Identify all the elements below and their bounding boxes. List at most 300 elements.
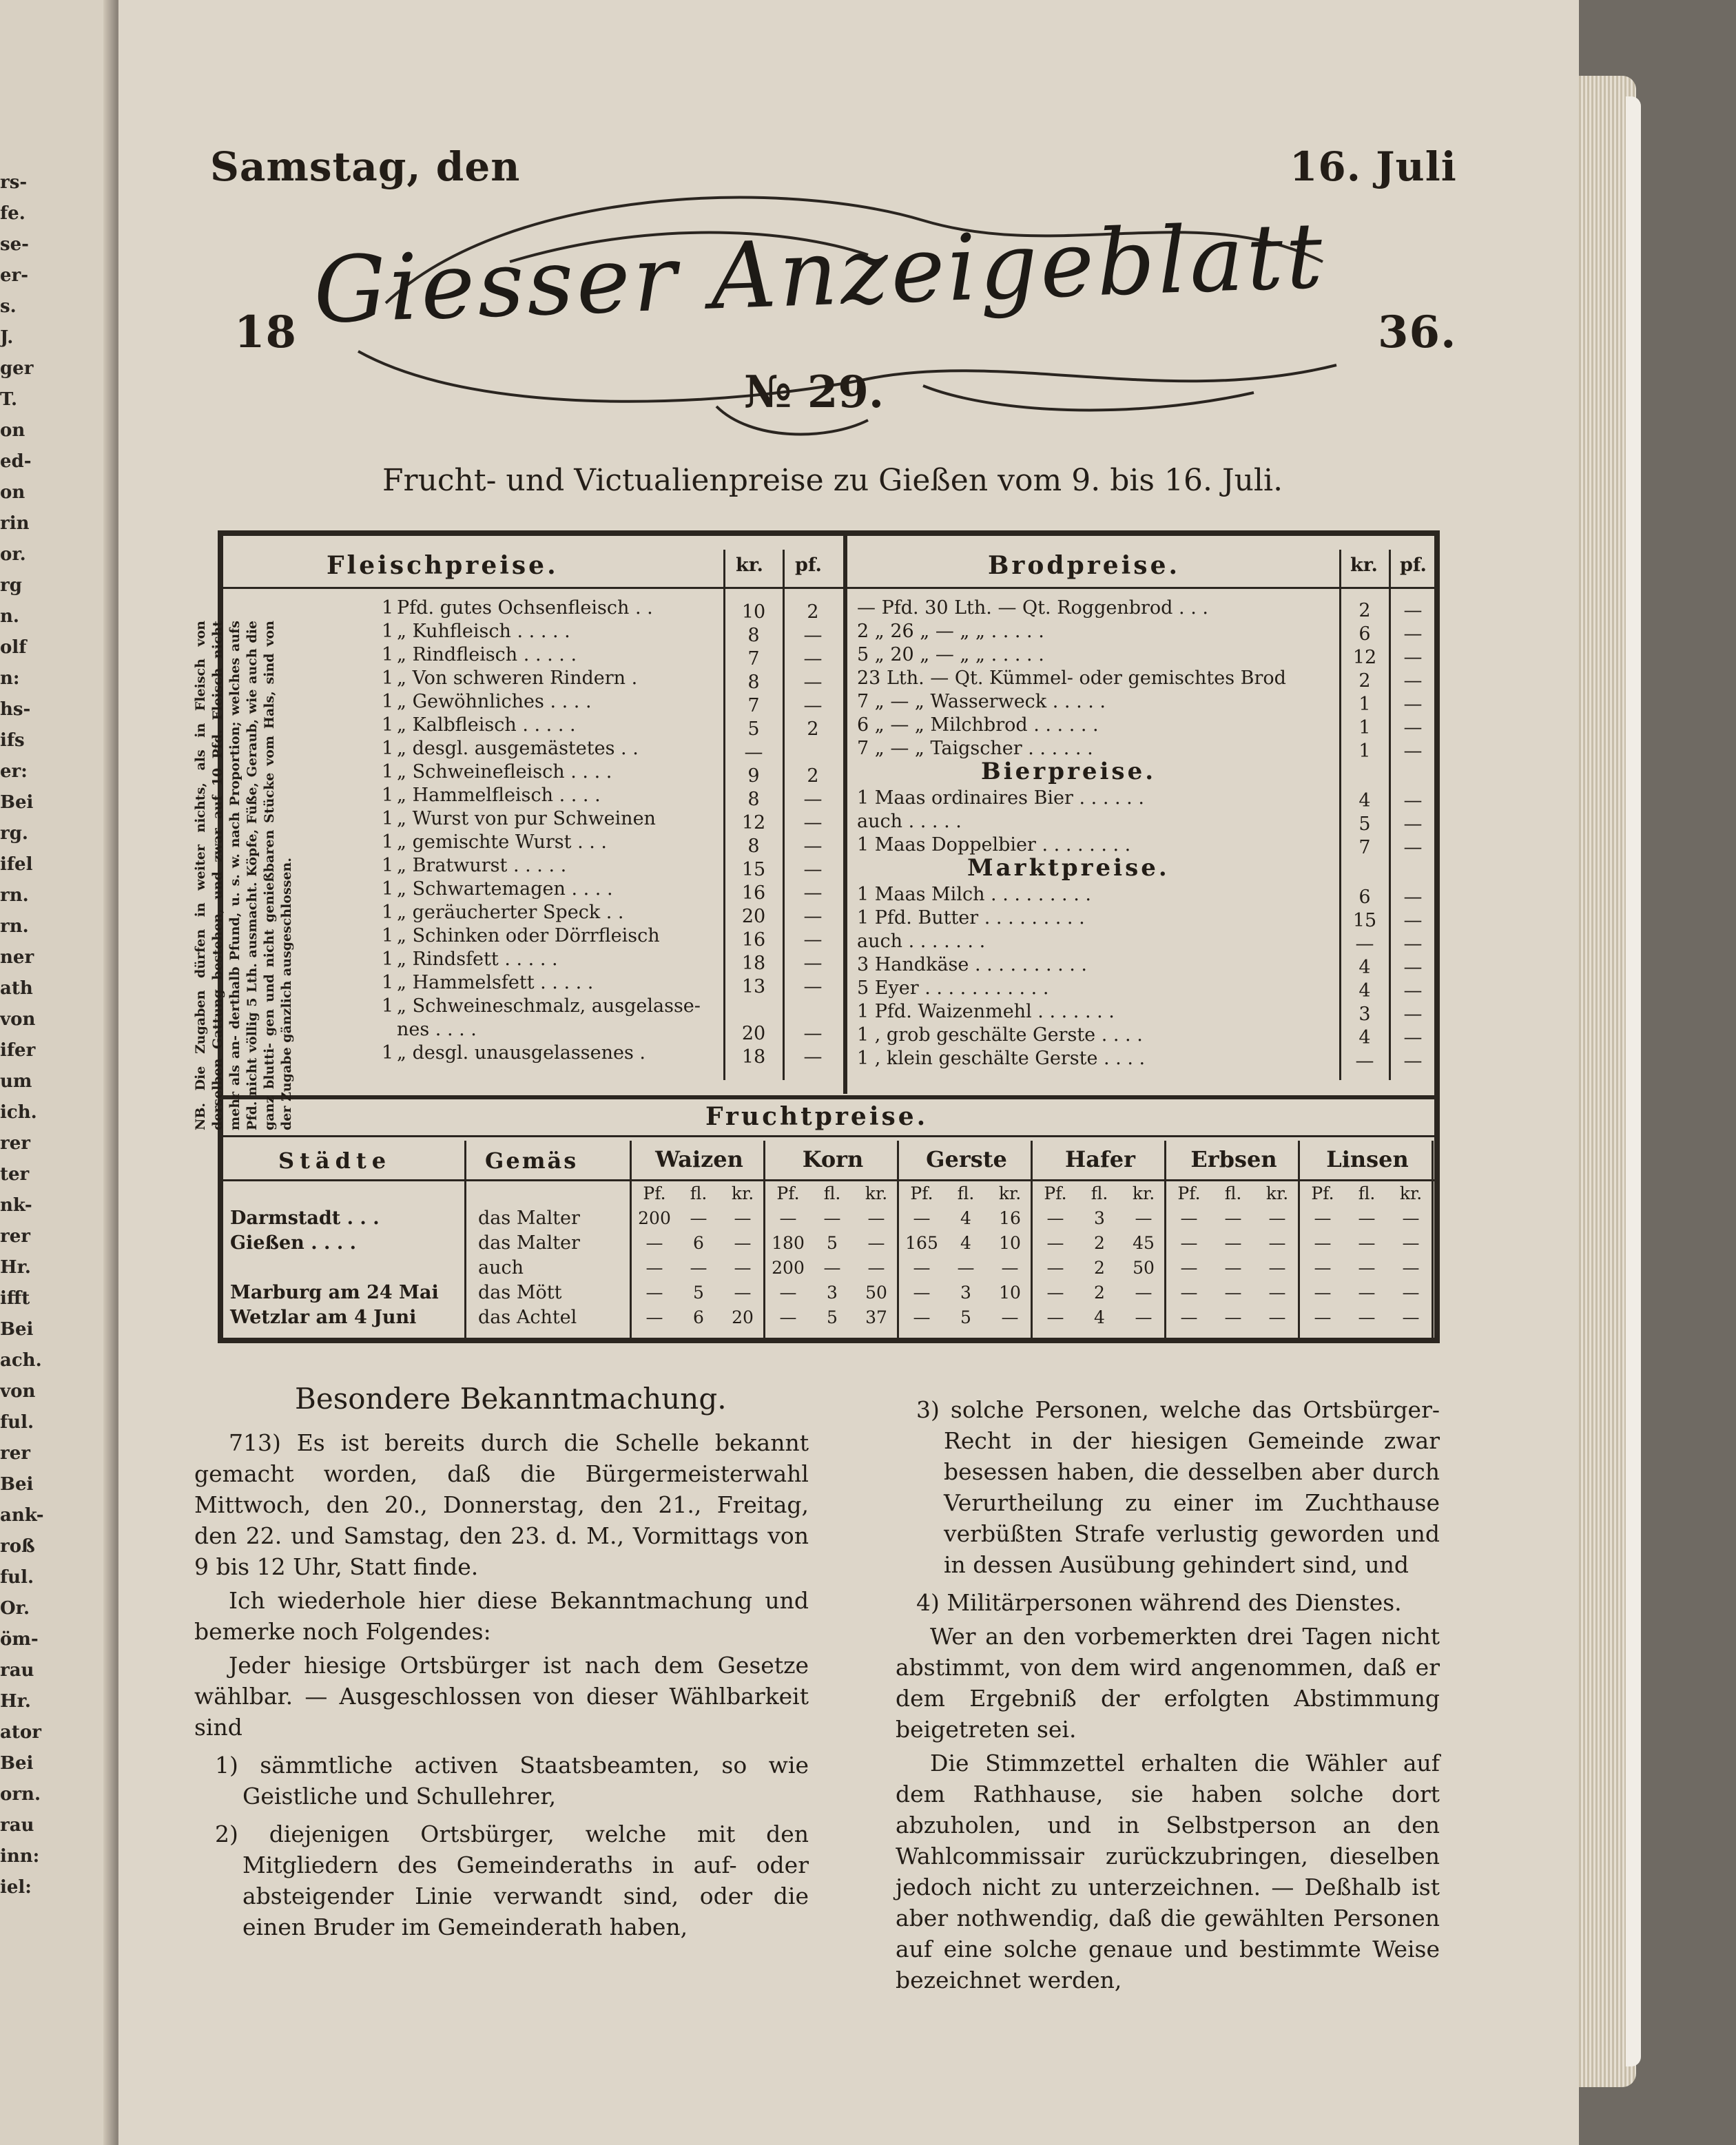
grain-cell: —: [867, 1208, 885, 1228]
meat-kr: 8: [747, 625, 760, 646]
market-item: 5 Eyer . . . . . . . . . . .: [857, 977, 1049, 999]
margin-fragment: rn.: [0, 885, 29, 906]
grain-title: Fruchtpreise.: [705, 1102, 929, 1131]
masthead-right: 16. Juli: [1290, 143, 1457, 190]
margin-fragment: n:: [0, 668, 20, 689]
margin-fragment: rau: [0, 1660, 34, 1681]
market-item: auch . . . . . . .: [857, 931, 986, 952]
beer-kr: 5: [1358, 814, 1371, 835]
grain-subheader: kr.: [865, 1183, 888, 1203]
market-pf: —: [1403, 1027, 1423, 1048]
grain-cell: —: [1402, 1233, 1420, 1253]
grain-cell: —: [1268, 1233, 1286, 1253]
grain-cell: —: [1224, 1258, 1242, 1278]
grain-city: Darmstadt . . .: [230, 1208, 380, 1229]
meat-item: „ Gewöhnliches . . . .: [397, 691, 592, 712]
meat-item: Pfd. gutes Ochsenfleisch . .: [397, 597, 653, 619]
meat-qty: 1: [382, 761, 394, 783]
notice-paragraph: Wer an den vorbemerkten drei Tagen nicht abstimmt, von dem wird angenommen, daß er dem Ergebniß der erfolgten Abstimmung beigetreten sei.: [896, 1623, 1440, 1743]
grain-cell: —: [1180, 1208, 1198, 1228]
grain-cell: —: [1046, 1283, 1064, 1303]
grain-cell: —: [779, 1283, 797, 1303]
beer-title: Bierpreise.: [981, 758, 1157, 785]
grain-cell: —: [1402, 1307, 1420, 1327]
meat-item: „ gemischte Wurst . . .: [397, 831, 608, 853]
meat-kr-header: kr.: [736, 555, 763, 576]
grain-cell: —: [867, 1233, 885, 1253]
grain-cell: —: [734, 1283, 752, 1303]
margin-fragment: ifer: [0, 1040, 36, 1061]
meat-qty: 1: [382, 785, 394, 806]
grain-subheader: kr.: [1132, 1183, 1155, 1203]
notice-right-column: [896, 1387, 1440, 1996]
market-kr: —: [1355, 1050, 1374, 1072]
meat-item: „ Wurst von pur Schweinen: [397, 808, 656, 829]
bread-pf: —: [1403, 623, 1423, 645]
issue-number: № 29.: [744, 366, 885, 418]
grain-cell: —: [1314, 1258, 1332, 1278]
grain-subheader: fl.: [1358, 1183, 1376, 1203]
meat-item: „ Kuhfleisch . . . . .: [397, 621, 570, 642]
bread-pf: —: [1403, 600, 1423, 621]
margin-fragment: ath: [0, 978, 33, 999]
grain-subheader: Pf.: [643, 1183, 666, 1203]
meat-kr: 7: [747, 695, 760, 716]
grain-cell: —: [690, 1208, 707, 1228]
margin-fragment: T.: [0, 389, 18, 410]
grain-subheader: Pf.: [910, 1183, 933, 1203]
meat-item: nes . . . .: [397, 1019, 477, 1040]
meat-pf: 2: [807, 718, 819, 740]
grain-cell: —: [1224, 1307, 1242, 1327]
meat-qty: 1: [382, 925, 394, 946]
grain-cell: —: [1046, 1208, 1064, 1228]
grain-measure: das Achtel: [478, 1307, 577, 1328]
year-right: 36.: [1378, 307, 1457, 358]
grain-cell: —: [1180, 1258, 1198, 1278]
grain-cell: —: [1268, 1258, 1286, 1278]
grain-header-rule: [223, 1179, 1434, 1181]
bread-pf: —: [1403, 694, 1423, 715]
grain-subheader: Pf.: [1177, 1183, 1201, 1203]
margin-fragment: rg.: [0, 823, 28, 844]
grain-cell: 3: [960, 1283, 971, 1303]
meat-item: „ Rindfleisch . . . . .: [397, 644, 577, 665]
meat-kr: 8: [747, 836, 760, 857]
beer-item: 1 Maas ordinaires Bier . . . . . .: [857, 787, 1144, 809]
meat-kr: —: [744, 742, 763, 763]
grain-subheader: fl.: [1224, 1183, 1242, 1203]
grain-cell: 2: [1094, 1258, 1105, 1278]
margin-fragment: olf: [0, 637, 27, 658]
meat-qty: 1: [382, 949, 394, 970]
market-pf: —: [1403, 1004, 1423, 1025]
grain-cell: —: [1268, 1208, 1286, 1228]
prices-subtitle: Frucht- und Victualienpreise zu Gießen vom 9. bis 16. Juli.: [382, 463, 1283, 498]
grain-subheader: kr.: [998, 1183, 1022, 1203]
margin-fragment: ed-: [0, 451, 32, 472]
meat-pf: —: [803, 648, 823, 670]
margin-fragment: fe.: [0, 203, 25, 224]
grain-measure: auch: [478, 1257, 524, 1278]
meat-pf: —: [803, 906, 823, 927]
market-kr: 3: [1358, 1004, 1371, 1025]
grain-cell: 20: [732, 1307, 754, 1327]
market-pf: —: [1403, 957, 1423, 978]
grain-city: Marburg am 24 Mai: [230, 1282, 439, 1303]
margin-fragment: inn:: [0, 1846, 40, 1867]
meat-kr: 13: [741, 976, 766, 997]
grain-subheader: fl.: [690, 1183, 707, 1203]
bread-kr: 1: [1358, 694, 1371, 715]
meat-kr: 5: [747, 718, 760, 740]
grain-name: Gerste: [926, 1146, 1007, 1172]
notice-paragraph: 3) solche Personen, welche das Ortsbürger-Recht in der hiesigen Gemeinde zwar besessen haben, die desselben aber durch Verurtheilung zu einer im Zuchthause verbüßten Strafe verlustig geworden und in dessen Ausübung gehindert sind, und: [916, 1396, 1440, 1578]
grain-city: Gießen . . . .: [230, 1232, 357, 1254]
margin-fragment: roß: [0, 1536, 35, 1557]
grain-cell: 165: [905, 1233, 938, 1253]
grain-cell: —: [779, 1208, 797, 1228]
margin-fragment: rer: [0, 1443, 30, 1464]
margin-fragment: ich.: [0, 1102, 37, 1123]
notice-paragraph: 713) Es ist bereits durch die Schelle bekannt gemacht worden, daß die Bürgermeisterwahl Mittwoch, den 20., Donnerstag, den 21., Freitag, den 22. und Samstag, den 23. d. M., Vormittags von 9 bis 12 Uhr, Statt finde.: [194, 1429, 809, 1580]
grain-cell: —: [1314, 1283, 1332, 1303]
notice-heading: Besondere Bekanntmachung.: [295, 1382, 727, 1416]
grain-cell: 16: [999, 1208, 1021, 1228]
masthead-title: Giesser Anzeigeblatt: [311, 203, 1327, 344]
grain-subheader: Pf.: [776, 1183, 800, 1203]
grain-cell: —: [1358, 1258, 1376, 1278]
margin-fragment: ful.: [0, 1412, 34, 1433]
grain-cell: —: [734, 1258, 752, 1278]
grain-subheader: kr.: [1265, 1183, 1289, 1203]
margin-fragment: ifs: [0, 730, 25, 751]
market-kr: 4: [1358, 1027, 1371, 1048]
meat-qty: 1: [382, 831, 394, 853]
meat-item: „ Schweineschmalz, ausgelasse-: [397, 995, 701, 1017]
grain-cell: 4: [1094, 1307, 1105, 1327]
meat-qty: 1: [382, 691, 394, 712]
beer-item: 1 Maas Doppelbier . . . . . . . .: [857, 834, 1131, 856]
beer-item: auch . . . . .: [857, 811, 962, 832]
grain-cell: —: [1001, 1258, 1019, 1278]
bread-pf-header: pf.: [1400, 555, 1427, 576]
meat-item: „ geräucherter Speck . .: [397, 902, 624, 923]
grain-subheader: fl.: [1091, 1183, 1108, 1203]
notice-paragraph: 1) sämmtliche activen Staatsbeamten, so wie Geistliche und Schullehrer,: [215, 1752, 809, 1810]
meat-kr: 7: [747, 648, 760, 670]
margin-fragment: on: [0, 482, 25, 503]
grain-cell: —: [1046, 1233, 1064, 1253]
grain-cell: —: [734, 1208, 752, 1228]
market-kr: 4: [1358, 980, 1371, 1002]
meat-pf: —: [803, 1023, 823, 1044]
grain-cell: —: [645, 1283, 663, 1303]
margin-fragment: rau: [0, 1815, 34, 1836]
grain-cell: 5: [827, 1307, 838, 1327]
margin-fragment: von: [0, 1381, 36, 1402]
grain-cell: —: [1001, 1307, 1019, 1327]
grain-subheader: kr.: [1399, 1183, 1423, 1203]
margin-fragment: Hr.: [0, 1691, 31, 1712]
masthead-left: Samstag, den: [210, 143, 521, 190]
grain-cell: 6: [693, 1233, 704, 1253]
grain-cell: 5: [693, 1283, 704, 1303]
meat-qty: 1: [382, 738, 394, 759]
market-item: 1 , grob geschälte Gerste . . . .: [857, 1024, 1143, 1046]
bread-item: 6 „ — „ Milchbrod . . . . . .: [857, 714, 1099, 736]
meat-qty: 1: [382, 644, 394, 665]
grain-subheader: fl.: [823, 1183, 841, 1203]
bread-kr: 6: [1358, 623, 1371, 645]
grain-city-header: Städte: [278, 1148, 392, 1174]
market-kr: 4: [1358, 957, 1371, 978]
meat-header-rule: [223, 587, 1434, 589]
meat-kr: 8: [747, 789, 760, 810]
grain-cell: —: [1358, 1283, 1376, 1303]
bread-kr-header: kr.: [1350, 555, 1378, 576]
margin-fragment: s.: [0, 296, 17, 317]
market-kr: 15: [1352, 910, 1377, 931]
market-item: 1 , klein geschälte Gerste . . . .: [857, 1048, 1146, 1069]
margin-fragment: ter: [0, 1164, 30, 1185]
grain-cell: —: [1268, 1307, 1286, 1327]
notice-left-column: [194, 1424, 809, 1942]
grain-col-rule: [464, 1141, 466, 1340]
beer-pf: —: [1403, 814, 1423, 835]
meat-pf: —: [803, 1046, 823, 1068]
margin-fragment: hs-: [0, 699, 31, 720]
meat-qty: 1: [382, 667, 394, 689]
grain-cell: —: [913, 1307, 931, 1327]
bread-pf-rule: [1389, 550, 1391, 1080]
grain-name: Hafer: [1065, 1146, 1135, 1172]
grain-cell: —: [823, 1258, 841, 1278]
grain-cell: 3: [827, 1283, 838, 1303]
meat-kr: 15: [741, 859, 766, 880]
meat-pf: —: [803, 953, 823, 974]
market-pf: —: [1403, 887, 1423, 908]
bread-pf: —: [1403, 647, 1423, 668]
grain-cell: —: [1402, 1208, 1420, 1228]
meat-item: „ desgl. ausgemästetes . .: [397, 738, 639, 759]
bread-kr: 2: [1358, 600, 1371, 621]
margin-fragment: rin: [0, 513, 30, 534]
margin-fragment: ner: [0, 947, 34, 968]
grain-cell: 180: [772, 1233, 805, 1253]
grain-cell: —: [1180, 1233, 1198, 1253]
grain-cell: —: [1314, 1208, 1332, 1228]
meat-qty: 1: [382, 995, 394, 1017]
meat-item: „ Schinken oder Dörrfleisch: [397, 925, 660, 946]
grain-cell: —: [823, 1208, 841, 1228]
margin-fragment: rs-: [0, 172, 28, 193]
margin-fragment: um: [0, 1071, 32, 1092]
grain-cell: —: [1402, 1283, 1420, 1303]
margin-fragment: ger: [0, 358, 34, 379]
market-pf: —: [1403, 1050, 1423, 1072]
grain-cell: —: [645, 1233, 663, 1253]
grain-cell: 2: [1094, 1233, 1105, 1253]
meat-kr: 20: [741, 1023, 766, 1044]
beer-kr: 7: [1358, 837, 1371, 858]
grain-cell: 45: [1133, 1233, 1155, 1253]
grain-city: Wetzlar am 4 Juni: [230, 1307, 417, 1328]
bread-item: — Pfd. 30 Lth. — Qt. Roggenbrod . . .: [857, 597, 1208, 619]
meat-qty: 1: [382, 972, 394, 993]
margin-fragment: J.: [0, 327, 14, 348]
grain-cell: 4: [960, 1233, 971, 1253]
margin-fragment: er:: [0, 761, 28, 782]
grain-cell: —: [1314, 1233, 1332, 1253]
bread-item: 7 „ — „ Wasserweck . . . . .: [857, 691, 1106, 712]
grain-cell: —: [1402, 1258, 1420, 1278]
margin-fragment: rer: [0, 1226, 30, 1247]
margin-fragment: rer: [0, 1133, 30, 1154]
grain-cell: —: [1224, 1233, 1242, 1253]
grain-col-rule: [630, 1141, 632, 1340]
grain-cell: —: [913, 1208, 931, 1228]
margin-fragment: ful.: [0, 1567, 34, 1588]
grain-cell: —: [867, 1258, 885, 1278]
grain-cell: —: [1358, 1208, 1376, 1228]
grain-cell: 50: [865, 1283, 887, 1303]
market-pf: —: [1403, 910, 1423, 931]
meat-item: „ Hammelfleisch . . . .: [397, 785, 601, 806]
meat-item: „ Kalbfleisch . . . . .: [397, 714, 576, 736]
meat-pf: —: [803, 929, 823, 951]
bread-pf: —: [1403, 670, 1423, 692]
meat-pf-rule: [783, 550, 785, 1080]
grain-cell: 5: [960, 1307, 971, 1327]
meat-kr: 18: [741, 1046, 766, 1068]
grain-cell: —: [1135, 1208, 1153, 1228]
meat-kr: 16: [741, 882, 766, 904]
meat-qty: 1: [382, 621, 394, 642]
grain-cell: —: [913, 1258, 931, 1278]
margin-fragment: Bei: [0, 1753, 34, 1774]
grain-cell: —: [1046, 1307, 1064, 1327]
meat-title: Fleischpreise.: [327, 551, 559, 580]
margin-fragment: Bei: [0, 1474, 34, 1495]
grain-cell: —: [957, 1258, 975, 1278]
margin-fragment: n.: [0, 606, 19, 627]
margin-fragment: ank-: [0, 1505, 44, 1526]
notice-paragraph: Die Stimmzettel erhalten die Wähler auf dem Rathhause, sie haben solche dort abzuholen, und in Selbstperson an den Wahlcommissair zurückzubringen, dieselben jedoch nicht zu unterzeichnen. — Deßhalb ist aber nothwendig, daß die gewählten Personen auf eine solche genaue und bestimmte Weise bezeichnet werden,: [896, 1750, 1440, 1993]
grain-measure: das Mött: [478, 1282, 562, 1303]
bread-kr: 2: [1358, 670, 1371, 692]
price-tables: [193, 530, 1440, 1343]
margin-fragment: orn.: [0, 1784, 41, 1805]
meat-item: „ Schwartemagen . . . .: [397, 878, 613, 900]
grain-measure: das Malter: [478, 1208, 580, 1229]
market-item: 3 Handkäse . . . . . . . . . .: [857, 954, 1088, 975]
margin-fragment: von: [0, 1009, 36, 1030]
margin-fragment: rn.: [0, 916, 29, 937]
market-title: Marktpreise.: [967, 854, 1170, 882]
meat-item: „ Bratwurst . . . . .: [397, 855, 567, 876]
meat-qty: 1: [382, 878, 394, 900]
margin-fragment: nk-: [0, 1195, 32, 1216]
meat-qty: 1: [382, 808, 394, 829]
meat-pf-header: pf.: [795, 555, 822, 576]
bread-kr: 1: [1358, 717, 1371, 738]
meat-kr: 20: [741, 906, 766, 927]
meat-item: „ Hammelsfett . . . . .: [397, 972, 594, 993]
margin-fragment: er-: [0, 265, 29, 286]
meat-pf: —: [803, 836, 823, 857]
grain-cell: —: [1314, 1307, 1332, 1327]
bread-pf: —: [1403, 717, 1423, 738]
grain-cell: —: [1180, 1283, 1198, 1303]
grain-cell: —: [913, 1283, 931, 1303]
grain-cell: 10: [999, 1283, 1021, 1303]
notice-paragraph: Jeder hiesige Ortsbürger ist nach dem Gesetze wählbar. — Ausgeschlossen von dieser Wählbarkeit sind: [194, 1652, 809, 1741]
grain-cell: —: [645, 1258, 663, 1278]
grain-cell: —: [779, 1307, 797, 1327]
grain-cell: 10: [999, 1233, 1021, 1253]
bread-item: 5 „ 20 „ — „ „ . . . . .: [857, 644, 1044, 665]
bread-kr-rule: [1339, 550, 1341, 1080]
meat-qty: 1: [382, 1042, 394, 1064]
meat-item: „ Schweinefleisch . . . .: [397, 761, 612, 783]
grain-title-rule: [223, 1135, 1434, 1137]
meat-bread-divider: [843, 536, 847, 1094]
margin-fragment: on: [0, 420, 25, 441]
grain-name: Korn: [802, 1146, 864, 1172]
margin-fragment: Bei: [0, 792, 34, 813]
bread-kr: 12: [1352, 647, 1377, 668]
grain-cell: —: [1135, 1307, 1153, 1327]
grain-cell: 50: [1133, 1258, 1155, 1278]
margin-fragment: Or.: [0, 1598, 30, 1619]
margin-fragment: iel:: [0, 1877, 32, 1898]
meat-kr-rule: [723, 550, 725, 1080]
grain-cell: —: [1180, 1307, 1198, 1327]
meat-pf: —: [803, 812, 823, 833]
grain-cell: 4: [960, 1208, 971, 1228]
grain-cell: 3: [1094, 1208, 1105, 1228]
meat-pf: —: [803, 859, 823, 880]
bread-item: 23 Lth. — Qt. Kümmel- oder gemischtes Brod: [857, 667, 1286, 689]
bread-item: 2 „ 26 „ — „ „ . . . . .: [857, 621, 1044, 642]
market-kr: 6: [1358, 887, 1371, 908]
grain-cell: —: [1224, 1208, 1242, 1228]
grain-cell: —: [1224, 1283, 1242, 1303]
grain-measure: das Malter: [478, 1232, 580, 1254]
grain-cell: —: [1358, 1233, 1376, 1253]
bread-kr: 1: [1358, 740, 1371, 762]
market-item: 1 Maas Milch . . . . . . . . .: [857, 884, 1091, 905]
margin-fragment: rg: [0, 575, 22, 596]
beer-pf: —: [1403, 837, 1423, 858]
meat-qty: 1: [382, 902, 394, 923]
grain-cell: 200: [772, 1258, 805, 1278]
meat-kr: 12: [741, 812, 766, 833]
meat-kr: 16: [741, 929, 766, 951]
grain-subheader: Pf.: [1311, 1183, 1334, 1203]
grain-cell: 200: [638, 1208, 671, 1228]
margin-fragment: ach.: [0, 1350, 42, 1371]
left-page-margin-text: [0, 172, 103, 1936]
grain-cell: 5: [827, 1233, 838, 1253]
meat-kr: 10: [741, 601, 766, 623]
grain-measure-header: Gemäs: [485, 1148, 579, 1174]
meat-pf: 2: [807, 601, 819, 623]
margin-fragment: se-: [0, 234, 29, 255]
meat-pf: 2: [807, 765, 819, 787]
margin-fragment: Bei: [0, 1319, 34, 1340]
